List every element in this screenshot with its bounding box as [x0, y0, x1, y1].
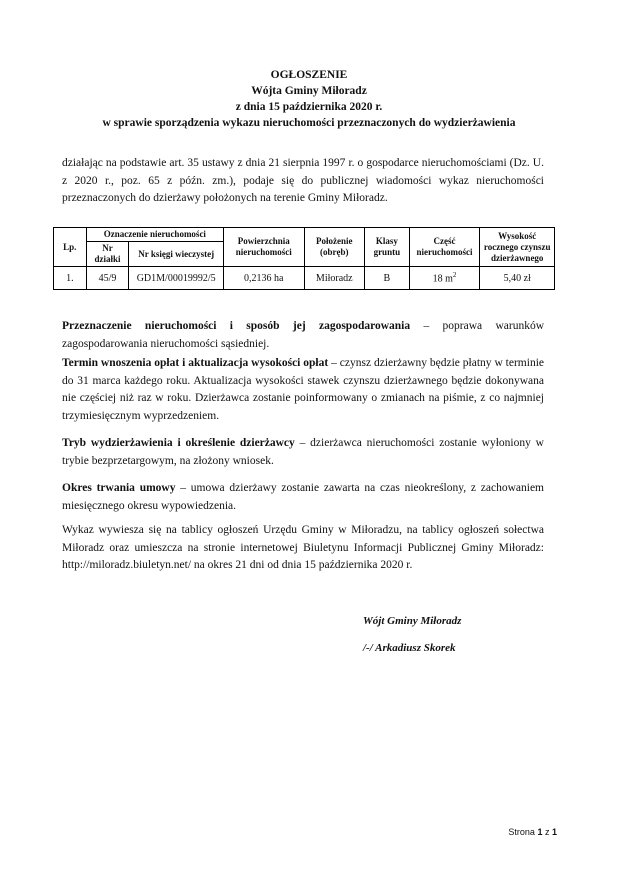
table-header-row [54, 228, 555, 242]
section-text: – czynsz dzierżawny będzie płatny w terminie do 31 marca każdego roku. Aktualizacja wysokości stawek czynszu dzierżawnego będzie dokonywana nie częściej niż raz w roku. Dzierżawca zostanie poinformowany o zmianach na piśmie, z co najmniej trzymiesięcznym wyprzedzeniem. [62, 357, 544, 422]
cell-lp: 1. [54, 267, 87, 290]
header-nr-dzialki: Nr działki [86, 242, 129, 267]
cell-powierzchnia: 0,2136 ha [224, 267, 304, 290]
czesc-unit-superscript: 2 [452, 271, 457, 280]
header-polozenie: Położenie (obręb) [304, 228, 365, 267]
section-text: – dzierżawca nieruchomości zostanie wyłoniony w trybie bezprzetargowym, na złożony wniosek. [62, 437, 544, 467]
cell-nr-dzialki: 45/9 [86, 267, 129, 290]
document-date: z dnia 15 października 2020 r. [235, 101, 383, 113]
page-number [508, 827, 557, 837]
document-issuer: Wójta Gminy Miłoradz [251, 85, 367, 97]
header-oznaczenie: Oznaczenie nieruchomości [86, 228, 223, 242]
section-wykaz: Wykaz wywiesza się na tablicy ogłoszeń Urzędu Gminy w Miłoradzu, na tablicy ogłoszeń sołectwa Miłoradz oraz umieszcza na stronie internetowej Biuletynu Informacji Publicznej Gminy Miłoradz: http://miloradz.biuletyn.net/ na okres 21 dni od dnia 15 października 2020 r. [62, 524, 544, 571]
cell-czesc [409, 267, 480, 290]
section-termin [62, 355, 544, 425]
header-lp: Lp. [54, 228, 87, 267]
cell-polozenie: Miłoradz [304, 267, 365, 290]
header-nr-ksiegi: Nr księgi wieczystej [129, 242, 224, 267]
header-wysokosc: Wysokość rocznego czynszu dzierżawnego [480, 228, 555, 267]
section-label: Okres trwania umowy [62, 482, 176, 494]
cell-nr-ksiegi: GD1M/00019992/5 [129, 267, 224, 290]
table-row [54, 267, 555, 290]
section-text: – umowa dzierżawy zostanie zawarta na czas nieokreślony, z zachowaniem miesięcznego okresu wypowiedzenia. [62, 482, 544, 512]
section-okres [62, 480, 544, 515]
page-current: 1 [537, 827, 543, 837]
header-klasy: Klasy gruntu [365, 228, 410, 267]
property-table [53, 227, 555, 290]
section-label: Tryb wydzierżawienia i określenie dzierżawcy [62, 437, 295, 449]
page-label: Strona [508, 827, 535, 837]
section-label: Termin wnoszenia opłat i aktualizacja wysokości opłat [62, 357, 329, 369]
cell-klasy: B [365, 267, 410, 290]
section-przeznaczenie [62, 318, 544, 353]
page-total: 1 [551, 827, 557, 837]
header-czesc: Część nieruchomości [409, 228, 480, 267]
section-label: Przeznaczenie nieruchomości i sposób jej zagospodarowania [62, 320, 411, 332]
intro-paragraph: działając na podstawie art. 35 ustawy z dnia 21 sierpnia 1997 r. o gospodarce nieruchomościami (Dz. U. z 2020 r., poz. 65 z późn. zm.), podaje się do publicznej wiadomości wykaz nieruchomości przeznaczonych do dzierżawy położonych na terenie Gminy Miłoradz. [62, 157, 544, 204]
document-header [0, 67, 618, 131]
page-sep: z [544, 827, 550, 837]
signature-name: /-/ Arkadiusz Skorek [363, 642, 456, 654]
cell-wysokosc: 5,40 zł [480, 267, 555, 290]
section-text: – poprawa warunków zagospodarowania nieruchomości sąsiedniej. [62, 320, 544, 350]
header-powierzchnia: Powierzchnia nieruchomości [224, 228, 304, 267]
signature-role: Wójt Gminy Miłoradz [363, 615, 462, 627]
section-tryb [62, 435, 544, 470]
czesc-value: 18 m [432, 273, 453, 285]
document-title: OGŁOSZENIE [270, 69, 348, 81]
document-subject: w sprawie sporządzenia wykazu nieruchomości przeznaczonych do wydzierżawienia [102, 117, 516, 129]
